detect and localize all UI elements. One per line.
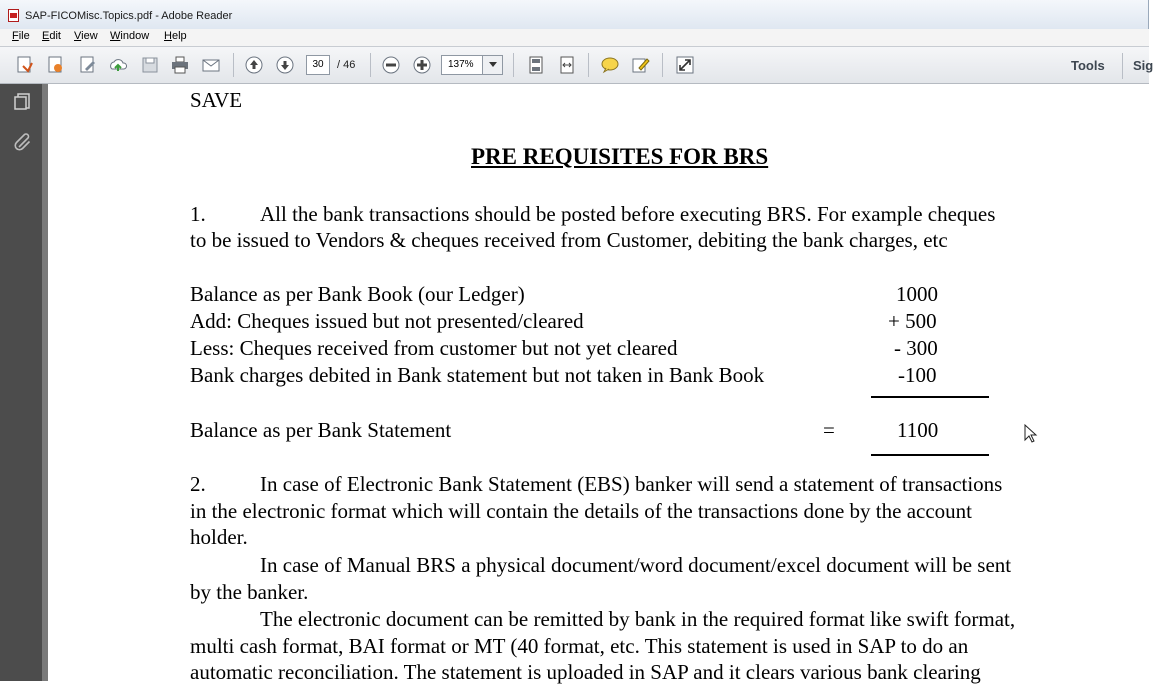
highlight-icon[interactable] xyxy=(630,54,652,76)
paragraph-line: multi cash format, BAI format or MT (40 format, etc. This statement is used in SAP to do an xyxy=(190,634,969,658)
document-page xyxy=(48,84,1149,684)
toolbar xyxy=(0,46,1153,84)
paragraph-line: by the banker. xyxy=(190,580,309,604)
recon-value: - 300 xyxy=(894,336,938,360)
recon-total-label: Balance as per Bank Statement xyxy=(190,418,452,442)
toolbar-separator xyxy=(662,53,663,77)
zoom-level-input[interactable]: 137% xyxy=(441,55,483,75)
recon-equals: = xyxy=(823,418,835,442)
zoom-dropdown-button[interactable] xyxy=(483,55,503,75)
item-number: 1. xyxy=(190,202,206,226)
attachments-icon[interactable] xyxy=(12,130,34,152)
chevron-down-icon xyxy=(489,62,497,68)
item-number: 2. xyxy=(190,472,206,496)
full-screen-icon[interactable] xyxy=(674,54,696,76)
toolbar-separator xyxy=(1122,53,1123,79)
menu-file[interactable]: File xyxy=(12,30,30,42)
section-heading: PRE REQUISITES FOR BRS xyxy=(471,144,769,169)
create-pdf-icon[interactable] xyxy=(14,54,36,76)
paragraph-line: in the electronic format which will contain the details of the transactions done by the account xyxy=(190,499,972,523)
title-bar xyxy=(0,0,1149,29)
paragraph-line: to be issued to Vendors & cheques received from Customer, debiting the bank charges, etc xyxy=(190,228,948,252)
partial-line-save: SAVE xyxy=(190,88,243,112)
recon-label: Add: Cheques issued but not presented/cleared xyxy=(190,309,584,333)
fit-width-icon[interactable] xyxy=(556,54,578,76)
upload-cloud-icon[interactable] xyxy=(107,54,129,76)
paragraph-line: holder. xyxy=(190,525,248,549)
fit-page-icon[interactable] xyxy=(525,54,547,76)
sum-rule xyxy=(871,396,989,398)
page-number-input[interactable]: 30 xyxy=(306,55,330,75)
page-total: / 46 xyxy=(337,59,356,71)
paragraph-line: automatic reconciliation. The statement is uploaded in SAP and it clears various bank clearing xyxy=(190,660,981,684)
menu-window[interactable]: Window xyxy=(110,30,150,42)
menu-bar xyxy=(0,29,1149,46)
adobe-reader-icon xyxy=(8,9,19,22)
email-icon[interactable] xyxy=(200,54,222,76)
recon-label: Bank charges debited in Bank statement but not taken in Bank Book xyxy=(190,363,765,387)
menu-edit[interactable]: Edit xyxy=(42,30,61,42)
toolbar-separator xyxy=(513,53,514,77)
sign-pane-button[interactable]: Sig xyxy=(1133,58,1153,73)
zoom-out-icon[interactable] xyxy=(380,54,402,76)
window-title: SAP-FICOMisc.Topics.pdf - Adobe Reader xyxy=(25,10,233,22)
recon-value: + 500 xyxy=(888,309,937,333)
paragraph-line: In case of Manual BRS a physical document/word document/excel document will be sent xyxy=(260,553,1012,577)
recon-label: Less: Cheques received from customer but not yet cleared xyxy=(190,336,678,360)
edit-icon[interactable] xyxy=(77,54,99,76)
recon-total-value: 1100 xyxy=(897,418,939,442)
recon-label: Balance as per Bank Book (our Ledger) xyxy=(190,282,525,306)
paragraph-line: The electronic document can be remitted by bank in the required format like swift format, xyxy=(260,607,1016,631)
comment-icon[interactable] xyxy=(599,54,621,76)
print-icon[interactable] xyxy=(169,54,191,76)
paragraph-line: All the bank transactions should be posted before executing BRS. For example cheques xyxy=(260,202,996,226)
mouse-cursor-icon xyxy=(1024,424,1038,444)
menu-help[interactable]: Help xyxy=(164,30,187,42)
paragraph-line: In case of Electronic Bank Statement (EBS) banker will send a statement of transactions xyxy=(260,472,1003,496)
page-thumbnails-icon[interactable] xyxy=(12,90,34,112)
open-icon[interactable] xyxy=(45,54,67,76)
recon-value: 1000 xyxy=(896,282,938,306)
page-up-icon[interactable] xyxy=(243,54,265,76)
menu-view[interactable]: View xyxy=(74,30,98,42)
toolbar-separator xyxy=(233,53,234,77)
tools-pane-button[interactable]: Tools xyxy=(1071,58,1105,73)
toolbar-separator xyxy=(588,53,589,77)
total-rule xyxy=(871,454,989,456)
navigation-pane xyxy=(0,84,43,681)
zoom-in-icon[interactable] xyxy=(411,54,433,76)
save-icon[interactable] xyxy=(139,54,161,76)
toolbar-separator xyxy=(370,53,371,77)
recon-value: -100 xyxy=(898,363,937,387)
page-down-icon[interactable] xyxy=(274,54,296,76)
